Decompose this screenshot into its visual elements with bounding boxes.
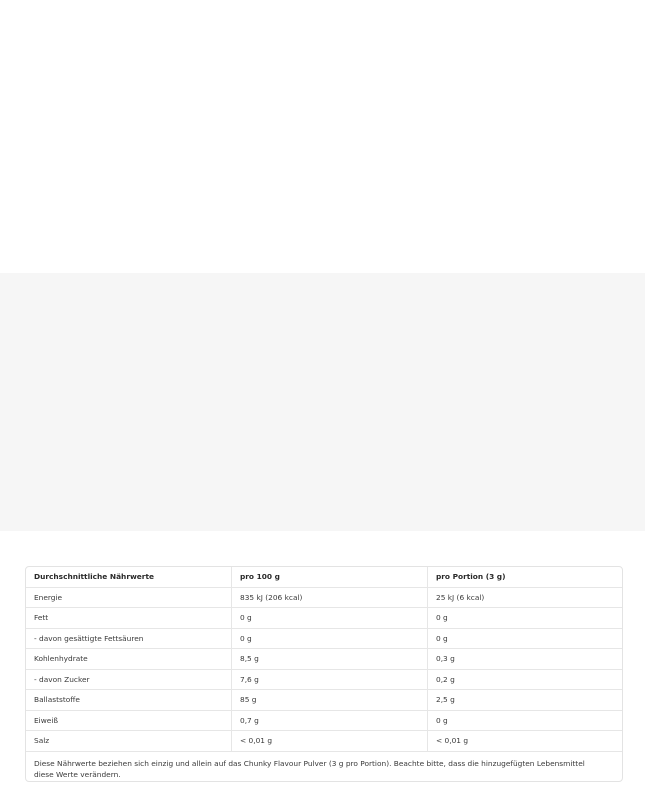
value-per-100g: 8,5 g <box>232 649 428 669</box>
value-per-100g: 835 kJ (206 kcal) <box>232 588 428 608</box>
table-row <box>26 649 622 670</box>
nutrient-name: - davon Zucker <box>26 670 232 690</box>
nutrient-name: - davon gesättigte Fettsäuren <box>26 629 232 649</box>
value-per-portion: 0,3 g <box>436 654 455 663</box>
value-per-portion: 2,5 g <box>436 695 455 704</box>
footnote-line-2: diese Werte verändern. <box>34 769 121 779</box>
header-per-100g: pro 100 g <box>232 567 428 587</box>
nutrition-table <box>25 566 623 782</box>
value-per-100g: 0,7 g <box>232 711 428 731</box>
content-band <box>0 273 645 779</box>
nutrient-name: Fett <box>26 608 232 628</box>
table-row <box>26 690 622 711</box>
table-row <box>26 731 622 752</box>
table-row <box>26 588 622 609</box>
table-row <box>26 711 622 732</box>
header-nutrient: Durchschnittliche Nährwerte <box>26 567 232 587</box>
nutrient-name: Ballaststoffe <box>26 690 232 710</box>
value-per-portion: < 0,01 g <box>436 736 469 745</box>
value-per-100g: 0 g <box>232 608 428 628</box>
header-per-portion: pro Portion (3 g) <box>436 572 506 581</box>
value-per-100g: 85 g <box>232 690 428 710</box>
value-per-portion: 0 g <box>436 633 448 643</box>
value-per-100g: 0 g <box>232 629 428 649</box>
table-row <box>26 608 622 629</box>
value-per-portion: 0 g <box>436 613 448 622</box>
footnote-line-1: Diese Nährwerte beziehen sich einzig und allein auf das Chunky Flavour Pulver (3 g pro Portion). Beachte bitte, dass die hinzugefügten Lebensmittel <box>34 758 585 768</box>
value-per-portion: 0,2 g <box>436 674 455 684</box>
value-per-100g: 7,6 g <box>232 670 428 690</box>
footnote <box>26 752 622 780</box>
table-row <box>26 629 622 650</box>
nutrient-name: Eiweiß <box>26 711 232 731</box>
nutrient-name: Kohlenhydrate <box>26 649 232 669</box>
nutrient-name: Salz <box>26 731 232 751</box>
table-row <box>26 670 622 691</box>
value-per-portion: 25 kJ (6 kcal) <box>436 592 485 602</box>
value-per-100g: < 0,01 g <box>232 731 428 751</box>
table-header-row <box>26 567 622 588</box>
nutrient-name: Energie <box>26 588 232 608</box>
value-per-portion: 0 g <box>436 715 448 725</box>
